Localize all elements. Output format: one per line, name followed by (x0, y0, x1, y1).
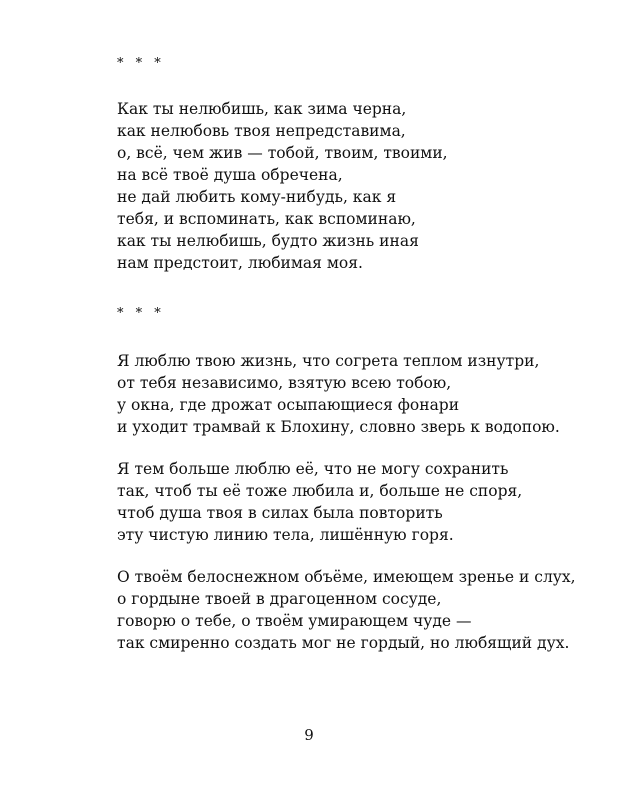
poem-line: О твоём белоснежном объёме, имеющем зренье и слух, (117, 568, 576, 586)
poem-2-stanza-3 (117, 566, 576, 654)
poem-line: на всё твоё душа обречена, (117, 166, 343, 184)
poem-line: Как ты нелюбишь, как зима черна, (117, 100, 407, 118)
poem-line: Я люблю твою жизнь, что согрета теплом изнутри, (117, 352, 540, 370)
poem-line: эту чистую линию тела, лишённую горя. (117, 526, 454, 544)
poem-line: говорю о тебе, о твоём умирающем чуде — (117, 612, 472, 630)
poem-line: от тебя независимо, взятую всею тобою, (117, 374, 452, 392)
poem-line: тебя, и вспоминать, как вспоминаю, (117, 210, 416, 228)
poem-2-stanza-1 (117, 350, 560, 438)
poem-line: не дай любить кому-нибудь, как я (117, 188, 397, 206)
poem-line: и уходит трамвай к Блохину, словно зверь к водопою. (117, 418, 560, 436)
poem-line: так, чтоб ты её тоже любила и, больше не споря, (117, 482, 523, 500)
poem-line: чтоб душа твоя в силах была повторить (117, 504, 443, 522)
poem-line: Я тем больше люблю её, что не могу сохранить (117, 460, 509, 478)
poem-line: о, всё, чем жив — тобой, твоим, твоими, (117, 144, 448, 162)
poem-2-separator: * * * (117, 306, 165, 321)
poem-1-separator: * * * (117, 56, 165, 71)
poem-1-stanza-1 (117, 98, 448, 274)
poem-line: о гордыне твоей в драгоценном сосуде, (117, 590, 442, 608)
poem-line: так смиренно создать мог не гордый, но любящий дух. (117, 634, 570, 652)
poem-line: нам предстоит, любимая моя. (117, 254, 363, 272)
poem-2-stanza-2 (117, 458, 522, 546)
poem-line: как нелюбовь твоя непредставима, (117, 122, 406, 140)
poem-line: у окна, где дрожат осыпающиеся фонари (117, 396, 460, 414)
poem-line: как ты нелюбишь, будто жизнь иная (117, 232, 419, 250)
page-number: 9 (304, 726, 314, 744)
